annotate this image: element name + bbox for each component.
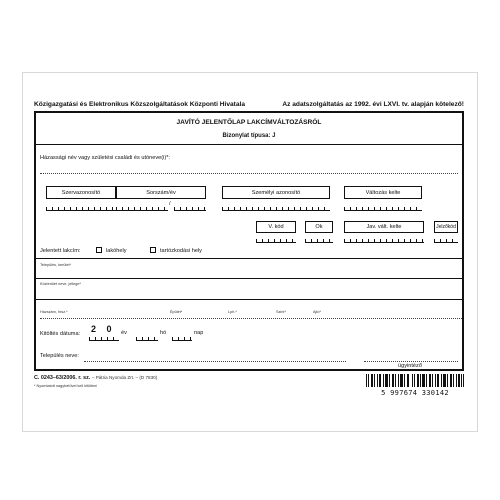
marriage-name-field[interactable] — [40, 173, 458, 174]
house-number-label: Házszám, hrsz.* — [40, 310, 68, 314]
street-label: Közterület neve, jellege* — [40, 282, 81, 286]
settlement-name-label: Település neve: — [40, 353, 79, 359]
officer-label: ügyintéző — [398, 363, 422, 369]
temporary-residence-label: tartózkodási hely — [160, 248, 202, 254]
form-title: JAVÍTÓ JELENTŐLAP LAKCÍMVÁLTOZÁSRÓL — [176, 119, 322, 126]
change-date-box — [344, 186, 422, 199]
form-code — [34, 375, 157, 381]
org-id-box — [46, 186, 116, 199]
change-date-input[interactable] — [344, 206, 422, 211]
personal-id-input[interactable] — [222, 206, 330, 211]
settlement-name-field[interactable] — [84, 361, 346, 362]
serial-year-label: Sorszám/év — [146, 189, 176, 196]
flag-code-label: Jelzőkód — [436, 224, 456, 230]
printer-info: – Pátria Nyomda Zrt. – (D 7830) — [91, 375, 158, 380]
fill-date-year-input[interactable] — [89, 336, 119, 341]
v-code-input[interactable] — [256, 238, 296, 243]
correction-date-label: Jav. vált. kelte — [366, 224, 402, 230]
reason-input[interactable] — [305, 238, 333, 243]
title-divider — [36, 144, 462, 145]
month-suffix-label: hó — [160, 330, 167, 336]
form-code-number: C. 0243–63/2006. r. sz. — [34, 375, 91, 381]
issuing-agency: Közigazgatási és Elektronikus Közszolgáltatások Központi Hivatala — [34, 101, 246, 108]
staircase-label: Lph.* — [228, 310, 237, 314]
serial-year-box — [116, 186, 206, 199]
year-input[interactable] — [174, 206, 206, 211]
flag-code-input[interactable] — [434, 238, 458, 243]
personal-id-box — [222, 186, 330, 199]
org-id-label: Szervazonosító — [61, 189, 101, 196]
personal-id-label: Személyi azonosító — [251, 189, 301, 196]
correction-date-input[interactable] — [344, 238, 424, 243]
residence-checkbox[interactable] — [96, 247, 102, 253]
flag-code-box — [434, 221, 458, 233]
serial-input[interactable] — [116, 206, 168, 211]
legal-note: Az adatszolgáltatás az 1992. évi LXVI. tv. alapján kötelező! — [282, 101, 464, 108]
change-date-label: Változás kelte — [365, 189, 401, 196]
form-subtitle: Bizonylat típusa: J — [222, 133, 276, 139]
temporary-residence-checkbox[interactable] — [150, 247, 156, 253]
fill-date-label: Kitöltés dátuma: — [40, 331, 81, 337]
marriage-name-label: Házassági név vagy születési családi és utóneve(i)*: — [40, 155, 170, 161]
house-number-field[interactable] — [40, 318, 462, 319]
year-suffix-label: év — [121, 330, 127, 336]
reported-address-label: Jelentett lakcím: — [40, 248, 81, 254]
address-divider-2[interactable] — [36, 278, 462, 279]
v-code-box — [256, 221, 296, 233]
reason-box — [305, 221, 333, 233]
serial-slash: / — [169, 201, 171, 207]
v-code-label: V. kód — [268, 224, 284, 230]
address-divider-3[interactable] — [36, 299, 462, 300]
door-label: Ajtó* — [313, 310, 322, 314]
fill-date-day-input[interactable] — [172, 336, 192, 341]
settlement-district-label: Település, kerület* — [40, 263, 72, 267]
barcode-number: 5 997674 330142 — [381, 389, 449, 397]
barcode-image — [366, 374, 464, 387]
residence-label: lakóhely — [106, 248, 127, 254]
day-suffix-label: nap — [194, 330, 204, 336]
officer-signature-field[interactable] — [364, 361, 458, 362]
fill-date-month-input[interactable] — [136, 336, 158, 341]
org-id-input[interactable] — [46, 206, 116, 211]
fill-date-year-prefix: 2 0 — [91, 324, 116, 334]
reason-label: Ok — [315, 224, 323, 230]
floor-label: Szint* — [276, 310, 286, 314]
footer-note: * Nyomtatott nagybetűvel kell kitölteni — [34, 384, 98, 388]
correction-date-box — [344, 221, 424, 233]
address-divider-1 — [36, 258, 462, 259]
building-label: Épület* — [170, 310, 183, 314]
